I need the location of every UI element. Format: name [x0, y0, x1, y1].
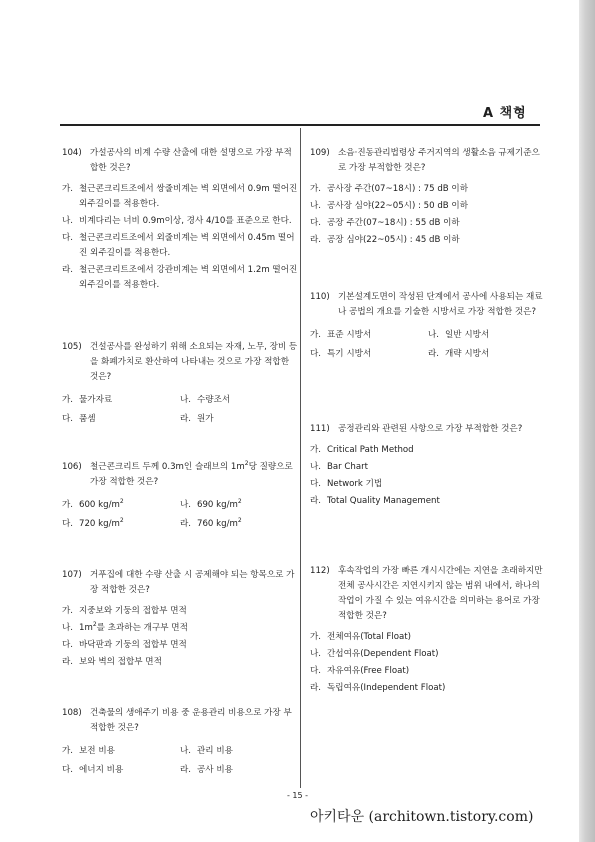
option[interactable]: 라. 개략 시방서 [428, 349, 490, 359]
option[interactable]: 나. 수량조서 [180, 395, 231, 405]
option[interactable]: 다. 720 $kg/m^2$ [62, 517, 124, 529]
option[interactable]: 가. 물가자료 [62, 395, 113, 405]
option[interactable]: 다. 바닥판과 기둥의 접합부 면적 [62, 640, 187, 650]
option[interactable]: 나. 일반 시방서 [428, 330, 490, 340]
option[interactable]: 다. 공장 주간(07~18시) : 55 dB 이하 [310, 218, 460, 228]
question-111: 111) 공정관리와 관련된 사항으로 가장 부적합한 것은? 가. Critical Path Method 나. Bar Chart 다. Network 기법 라. Total Quality Management [310, 422, 546, 509]
option[interactable]: 가. 공사장 주간(07~18시) : 75 dB 이하 [310, 184, 469, 194]
option[interactable]: 라. 철근콘크리트조에서 강관비계는 벽 외면에서 1.2m 떨어진 외주길이를 적용한다. [62, 265, 298, 290]
question-104: 104) 가설공사의 비계 수량 산출에 대한 설명으로 가장 부적합한 것은? 가. 철근콘크리트조에서 쌍줄비계는 벽 외면에서 0.9m 떨어진 외주길이를 적용한다. 나. 비계다리는 너비 0.9m이상, 경사 4/10를 표준으로 한다. 다. 철근콘크리트조에서 외줄비계는 벽 외면에서 0.45m 떨어진 외주길이를 적용한다. 라. 철근콘크리트조에서 강관비계는 벽 외면에서 1.2m 떨어진 외주길이를 적용한다. [62, 146, 298, 293]
question-107: 107) 거푸집에 대한 수량 산출 시 공제해야 되는 항목으로 가장 적합한 것은? 가. 지중보와 기둥의 접합부 면적 나. $1m^2$를 초과하는 개구부 면적 다. 바닥판과 기둥의 접합부 면적 라. 보와 벽의 접합부 면적 [62, 568, 298, 670]
option[interactable]: 라. 공사 비용 [180, 765, 233, 775]
question-105: 105) 건설공사를 완성하기 위해 소요되는 자재, 노무, 장비 등을 화폐가치로 환산하여 나타내는 것으로 가장 적합한 것은? 가. 물가자료 나. 수량조서 다. 품셈 라. 원가 [62, 340, 298, 427]
option[interactable]: 라. 공장 심야(22~05시) : 45 dB 이하 [310, 235, 460, 245]
option[interactable]: 가. 지중보와 기둥의 접합부 면적 [62, 606, 187, 616]
question-106: 106) 철근콘크리트 두께 0.3m인 슬래브의 $1m^2$당 질량으로 가장 적합한 것은? 가. 600 $kg/m^2$ 나. 690 $kg/m^2$ 다. 720 $kg/m^2$ 라. 760 $kg/m^2$ [62, 460, 298, 532]
option[interactable]: 라. 원가 [180, 414, 214, 424]
question-112: 112) 후속작업의 가장 빠른 개시시간에는 지연을 초래하지만 전체 공사시간은 지연시키지 않는 범위 내에서, 하나의 작업이 가질 수 있는 여유시간을 의미하는 용어로 가장 적합한 것은? 가. 전체여유(Total Float) 나. 간섭여유(Dependent Float) 다. 자유여유(Free Float) 라. 독립여유(Independent Float) [310, 564, 546, 696]
option[interactable]: 나. 관리 비용 [180, 746, 233, 756]
option[interactable]: 다. 에너지 비용 [62, 765, 124, 775]
option[interactable]: 라. 독립여유(Independent Float) [310, 683, 446, 693]
option[interactable]: 나. 690 $kg/m^2$ [180, 498, 242, 510]
option[interactable]: 다. Network 기법 [310, 479, 383, 489]
option[interactable]: 다. 철근콘크리트조에서 외줄비계는 벽 외면에서 0.45m 떨어진 외주길이를 적용한다. [62, 233, 295, 258]
question-text: 거푸집에 대한 수량 산출 시 공제해야 되는 항목으로 가장 적합한 것은? [90, 570, 295, 595]
question-109: 109) 소음·진동관리법령상 주거지역의 생활소음 규제기준으로 가장 부적합한 것은? 가. 공사장 주간(07~18시) : 75 dB 이하 나. 공사장 심야(22~05시) : 50 dB 이하 다. 공장 주간(07~18시) : 55 dB 이하 라. 공장 심야(22~05시) : 45 dB 이하 [310, 146, 546, 248]
header-rule [60, 124, 540, 126]
booklet-type-label: A 책형 [483, 106, 527, 121]
option[interactable]: 라. Total Quality Management [310, 496, 440, 506]
page-number: - 15 - [286, 791, 309, 800]
option[interactable]: 라. 760 $kg/m^2$ [180, 517, 242, 529]
question-text: 기본설계도면이 작성된 단계에서 공사에 사용되는 재료나 공법의 개요를 기술한 시방서로 가장 적합한 것은? [338, 292, 543, 317]
question-text: 건축물의 생애주기 비용 중 운용관리 비용으로 가장 부적합한 것은? [90, 708, 292, 733]
option[interactable]: 나. $1m^2$를 초과하는 개구부 면적 [62, 621, 188, 633]
option[interactable]: 가. 표준 시방서 [310, 330, 372, 340]
option[interactable]: 나. 공사장 심야(22~05시) : 50 dB 이하 [310, 201, 469, 211]
option[interactable]: 가. Critical Path Method [310, 445, 414, 455]
question-108: 108) 건축물의 생애주기 비용 중 운용관리 비용으로 가장 부적합한 것은? 가. 보전 비용 나. 관리 비용 다. 에너지 비용 라. 공사 비용 [62, 706, 298, 778]
option[interactable]: 나. 비계다리는 너비 0.9m이상, 경사 4/10를 표준으로 한다. [62, 216, 292, 226]
question-text: 철근콘크리트 두께 0.3m인 슬래브의 $1m^2$당 질량으로 가장 적합한 것은? [90, 460, 293, 487]
option[interactable]: 가. 전체여유(Total Float) [310, 632, 411, 642]
footer-watermark: 아키타운 (architown.tistory.com) [310, 809, 534, 825]
option[interactable]: 가. 보전 비용 [62, 746, 115, 756]
option[interactable]: 나. Bar Chart [310, 462, 369, 472]
option[interactable]: 다. 자유여유(Free Float) [310, 666, 410, 676]
column-divider [300, 128, 301, 788]
option[interactable]: 다. 특기 시방서 [310, 349, 372, 359]
option[interactable]: 나. 간섭여유(Dependent Float) [310, 649, 439, 659]
question-text: 소음·진동관리법령상 주거지역의 생활소음 규제기준으로 가장 부적합한 것은? [338, 148, 540, 173]
question-text: 공정관리와 관련된 사항으로 가장 부적합한 것은? [338, 424, 523, 434]
page-edge-shadow [579, 0, 595, 842]
option[interactable]: 다. 품셈 [62, 414, 96, 424]
question-110: 110) 기본설계도면이 작성된 단계에서 공사에 사용되는 재료나 공법의 개요를 기술한 시방서로 가장 적합한 것은? 가. 표준 시방서 나. 일반 시방서 다. 특기 시방서 라. 개략 시방서 [310, 290, 546, 362]
question-text: 건설공사를 완성하기 위해 소요되는 자재, 노무, 장비 등을 화폐가치로 환산하여 나타내는 것으로 가장 적합한 것은? [90, 342, 298, 382]
question-text: 가설공사의 비계 수량 산출에 대한 설명으로 가장 부적합한 것은? [90, 148, 292, 173]
option[interactable]: 가. 600 $kg/m^2$ [62, 498, 124, 510]
question-text: 후속작업의 가장 빠른 개시시간에는 지연을 초래하지만 전체 공사시간은 지연시키지 않는 범위 내에서, 하나의 작업이 가질 수 있는 여유시간을 의미하는 용어로 가장 적합한 것은? [338, 566, 543, 621]
option[interactable]: 가. 철근콘크리트조에서 쌍줄비계는 벽 외면에서 0.9m 떨어진 외주길이를 적용한다. [62, 184, 298, 209]
option[interactable]: 라. 보와 벽의 접합부 면적 [62, 657, 162, 667]
